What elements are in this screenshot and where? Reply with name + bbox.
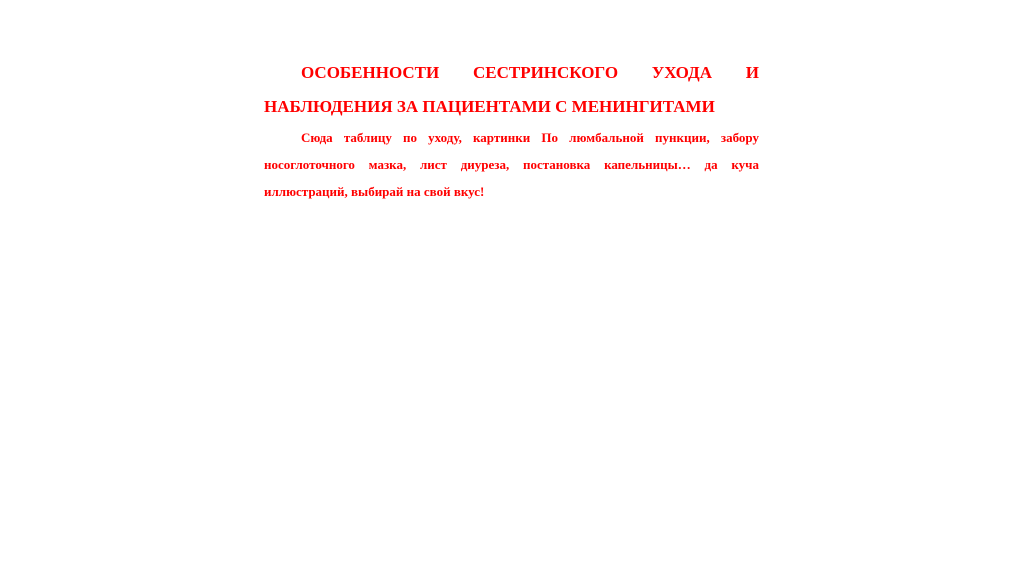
document-content bbox=[264, 56, 759, 205]
document-heading: ОСОБЕННОСТИ СЕСТРИНСКОГО УХОДА И НАБЛЮДЕНИЯ ЗА ПАЦИЕНТАМИ С МЕНИНГИТАМИ bbox=[264, 63, 759, 116]
document-body-text: Сюда таблицу по уходу, картинки По люмбальной пункции, забору носоглоточного мазка, лист диуреза, постановка капельницы… да куча иллюстраций, выбирай на свой вкус! bbox=[264, 130, 759, 199]
